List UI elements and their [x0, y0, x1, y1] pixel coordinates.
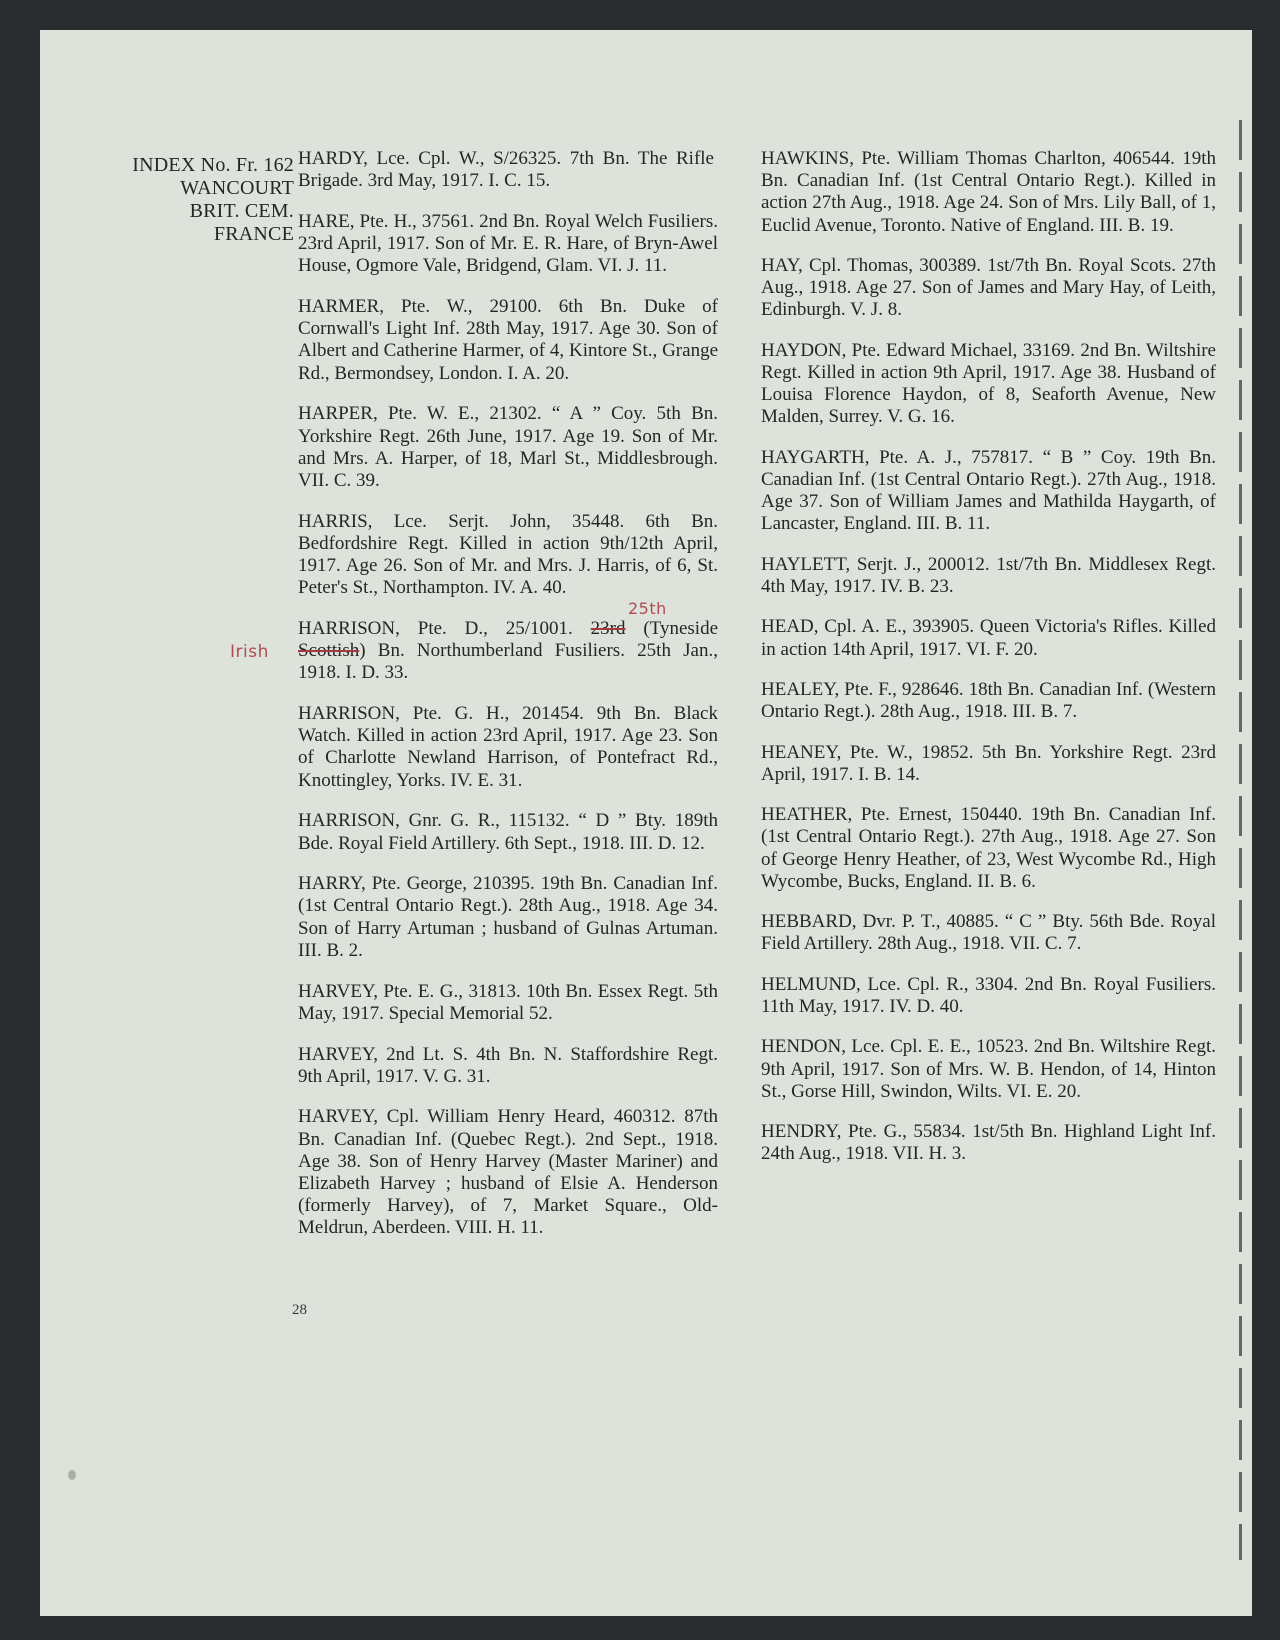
- entry-harrison-d: [230, 598, 719, 685]
- entry-text-part1: HARRISON, Pte. D., 25/1001.: [298, 617, 591, 639]
- entry-hay: HAY, Cpl. Thomas, 300389. 1st/7th Bn. Royal Scots. 27th Aug., 1918. Age 27. Son of James and Mary Hay, of Leith, Edinburgh. V. J. 8.: [761, 255, 1216, 321]
- right-column: [761, 148, 1216, 1184]
- entry-hawkins: HAWKINS, Pte. William Thomas Charlton, 406544. 19th Bn. Canadian Inf. (1st Central Ontario Regt.). Killed in action 27th Aug., 1918. Age 24. Son of Mrs. Lily Ball, of 1, Euclid Avenue, Toronto. Native of England. III. B. 19.: [761, 148, 1216, 236]
- entry-heather: HEATHER, Pte. Ernest, 150440. 19th Bn. Canadian Inf. (1st Central Ontario Regt.). 27th Aug., 1918. Age 27. Son of George Henry Heather, of 23, West Wycombe Rd., High Wycombe, Bucks, England. II. B. 6.: [761, 804, 1216, 892]
- entry-harry: HARRY, Pte. George, 210395. 19th Bn. Canadian Inf. (1st Central Ontario Regt.). 28th Aug., 1918. Age 34. Son of Harry Artuman ; husband of Gulnas Artuman. III. B. 2.: [298, 873, 718, 961]
- entry-haygarth: HAYGARTH, Pte. A. J., 757817. “ B ” Coy. 19th Bn. Canadian Inf. (1st Central Ontario Regt.). 27th Aug., 1918. Age 37. Son of William James and Mathilda Haygarth, of Lancaster, England. III. B. 11.: [761, 446, 1216, 535]
- entry-hebbard: HEBBARD, Dvr. P. T., 40885. “ C ” Bty. 56th Bde. Royal Field Artillery. 28th Aug., 1918. VII. C. 7.: [761, 911, 1216, 955]
- entry-hendon: HENDON, Lce. Cpl. E. E., 10523. 2nd Bn. Wiltshire Regt. 9th April, 1917. Son of Mrs. W. B. Hendon, of 14, Hinton St., Gorse Hill, Swindon, Wilts. VI. E. 20.: [761, 1036, 1216, 1102]
- entry-hendry: HENDRY, Pte. G., 55834. 1st/5th Bn. Highland Light Inf. 24th Aug., 1918. VII. H. 3.: [761, 1121, 1216, 1165]
- struck-date: 23rd: [590, 617, 626, 639]
- binding-edge: [1239, 120, 1242, 1560]
- cemetery-type: BRIT. CEM.: [189, 200, 294, 222]
- entry-haylett: HAYLETT, Serjt. J., 200012. 1st/7th Bn. Middlesex Regt. 4th May, 1917. IV. B. 23.: [761, 553, 1216, 597]
- country: FRANCE: [213, 223, 294, 245]
- cemetery-name: WANCOURT: [180, 177, 294, 199]
- handwritten-date-annotation: 25th: [628, 598, 667, 618]
- entry-harrison-gr: HARRISON, Gnr. G. R., 115132. “ D ” Bty. 189th Bde. Royal Field Artillery. 6th Sept., 1918. III. D. 12.: [298, 810, 718, 854]
- handwritten-word-annotation: Irish: [230, 641, 269, 662]
- paper-blemish: [68, 1470, 76, 1480]
- index-label: [64, 154, 294, 246]
- entry-harmer: HARMER, Pte. W., 29100. 6th Bn. Duke of Cornwall's Light Inf. 28th May, 1917. Age 30. Son of Albert and Catherine Harmer, of 4, Kintore St., Grange Rd., Bermondsey, London. I. A. 20.: [298, 296, 718, 384]
- page-number: 28: [292, 1302, 307, 1318]
- entry-head: HEAD, Cpl. A. E., 393905. Queen Victoria's Rifles. Killed in action 14th April, 1917. VI. F. 20.: [761, 616, 1216, 660]
- entry-harper: HARPER, Pte. W. E., 21302. “ A ” Coy. 5th Bn. Yorkshire Regt. 26th June, 1917. Age 19. Son of Mr. and Mrs. A. Harper, of 18, Marl St., Middlesbrough. VII. C. 39.: [298, 403, 718, 491]
- entry-harvey-wh: HARVEY, Cpl. William Henry Heard, 460312. 87th Bn. Canadian Inf. (Quebec Regt.). 2nd Sept., 1918. Age 38. Son of Henry Harvey (Master Mariner) and Elizabeth Harvey ; husband of Elsie A. Henderson (formerly Harvey), of 7, Market Square., Old-Meldrun, Aberdeen. VIII. H. 11.: [298, 1106, 718, 1239]
- struck-word: Scottish: [298, 640, 360, 662]
- entry-harris: HARRIS, Lce. Serjt. John, 35448. 6th Bn. Bedfordshire Regt. Killed in action 9th/12th April, 1917. Age 26. Son of Mr. and Mrs. J. Harris, of 6, St. Peter's St., Northampton. IV. A. 40.: [298, 510, 718, 599]
- entry-harvey-eg: HARVEY, Pte. E. G., 31813. 10th Bn. Essex Regt. 5th May, 1917. Special Memorial 52.: [298, 980, 718, 1024]
- entry-harrison-gh: HARRISON, Pte. G. H., 201454. 9th Bn. Black Watch. Killed in action 23rd April, 1917. Age 23. Son of Charlotte Newland Harrison, of Pontefract Rd., Knottingley, Yorks. IV. E. 31.: [298, 703, 718, 791]
- entry-harvey-s: HARVEY, 2nd Lt. S. 4th Bn. N. Staffordshire Regt. 9th April, 1917. V. G. 31.: [298, 1043, 718, 1087]
- entry-helmund: HELMUND, Lce. Cpl. R., 3304. 2nd Bn. Royal Fusiliers. 11th May, 1917. IV. D. 40.: [761, 973, 1216, 1017]
- index-number: INDEX No. Fr. 162: [132, 154, 294, 176]
- document-page: [40, 30, 1252, 1616]
- entry-haydon: HAYDON, Pte. Edward Michael, 33169. 2nd Bn. Wiltshire Regt. Killed in action 9th April, 1917. Age 38. Husband of Louisa Florence Haydon, of 8, Seaforth Avenue, New Malden, Surrey. V. G. 16.: [761, 339, 1216, 428]
- entry-text-part3: ) Bn. Northumberland Fusiliers. 25th Jan., 1918. I. D. 33.: [298, 640, 718, 684]
- entry-healey: HEALEY, Pte. F., 928646. 18th Bn. Canadian Inf. (Western Ontario Regt.). 28th Aug., 1918. III. B. 7.: [761, 678, 1216, 723]
- entry-text-part2: (Tyneside: [625, 617, 719, 639]
- entry-hardy: HARDY, Lce. Cpl. W., S/26325. 7th Bn. The Rifle Brigade. 3rd May, 1917. I. C. 15.: [298, 148, 714, 192]
- entry-heaney: HEANEY, Pte. W., 19852. 5th Bn. Yorkshire Regt. 23rd April, 1917. I. B. 14.: [761, 741, 1216, 785]
- entry-hare: HARE, Pte. H., 37561. 2nd Bn. Royal Welch Fusiliers. 23rd April, 1917. Son of Mr. E. R. Hare, of Bryn-Awel House, Ogmore Vale, Bridgend, Glam. VI. J. 11.: [298, 210, 718, 277]
